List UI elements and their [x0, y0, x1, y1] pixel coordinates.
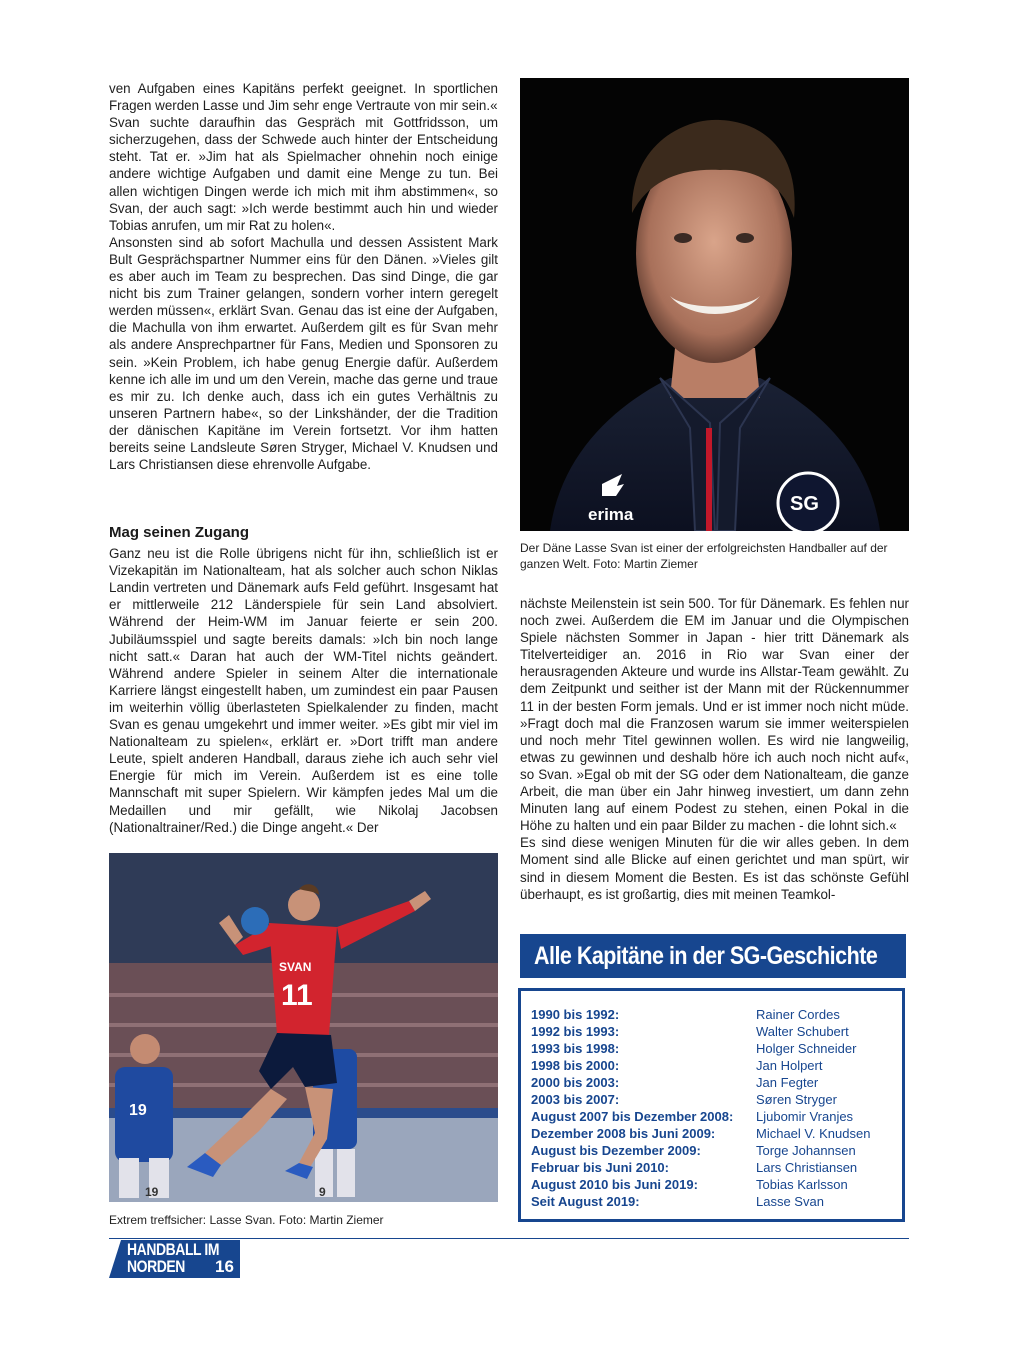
paragraph: Ganz neu ist die Rolle übrigens nicht für ihn, schließlich ist er Vizekapitän im Nationalteam, hat als solcher auch schon Niklas Landin vertreten und Dänemark aufs Feld geführt. Insgesamt hat er mittlerweile 212 Länderspiele für sein Land absolviert. Während der Heim-WM im Januar feierte er sein 200. Jubiläumsspiel und sagte bereits damals: »Ich bin noch lange nicht satt.« Daran hat auch der WM-Titel nichts geändert. Während andere Spieler in seinem Alter die internationale Karriere längst eingestellt haben, um zumindest ein paar Pausen im weiterhin völlig überlasteten Spielkalender zu finden, macht Svan es genau umgekehrt und immer weiter. »Es gibt mir viel im Nationalteam zu spielen«, erklärt er. »Dort trifft man andere Leute, spielt anderen Handball, daraus ziehe ich auch sehr viel Energie für mich im Verein. Außerdem ist es eine tolle Mannschaft mit super Spielern. Wir kämpfen jedes Mal um die Medaillen und mir gefällt, wie Nikolaj Jacobsen (Nationaltrainer/Red.) die Dinge angeht.« Der — [109, 546, 498, 835]
captain-row — [531, 1177, 891, 1194]
captain-period: 1998 bis 2000: — [531, 1058, 620, 1073]
captain-period: 2003 bis 2007: — [531, 1092, 620, 1107]
paragraph: nächste Meilenstein ist sein 500. Tor für Dänemark. Es fehlen nur noch zwei. Außerdem die EM im Januar und die Olympischen Spiele nächsten Sommer in Japan - hier tritt Dänemark als Titelverteidiger an. 2016 in Rio war Svan einer der herausragenden Akteure und wurde ins Allstar-Team gewählt. Zu dem Zeitpunkt und seither ist der Mann mit der Rückennummer 11 in der besten Form jemals. Und er ist immer noch nicht müde. »Fragt doch mal die Franzosen warum sie immer weiterspielen und noch mehr Titel gewinnen wollen. Es wird nie langweilig, etwas zu gewinnen und deshalb höre ich auch noch nicht auf«, so Svan. »Egal ob mit der SG oder dem Nationalteam, die ganze Arbeit, die man über ein Jahr hinweg investiert, um dann zehn Minuten lang auf einem Podest zu stehen, einen Pokal in die Höhe zu halten und ein paar Bilder zu machen - die lohnt sich.« — [520, 596, 909, 834]
portrait-illustration — [520, 78, 909, 531]
captain-row — [531, 1092, 891, 1109]
action-caption: Extrem treffsicher: Lasse Svan. Foto: Martin Ziemer — [109, 1213, 384, 1227]
article-right — [520, 595, 909, 903]
captain-name: Jan Holpert — [756, 1058, 823, 1073]
portrait-photo — [520, 78, 909, 531]
captain-name: Jan Fegter — [756, 1075, 819, 1090]
captain-name: Tobias Karlsson — [756, 1177, 848, 1192]
captains-title-banner — [520, 934, 906, 978]
captain-name: Ljubomir Vranjes — [756, 1109, 854, 1124]
portrait-club-logo: SG — [790, 493, 819, 515]
jersey-number: 11 — [281, 979, 313, 1012]
captain-name: Lars Christiansen — [756, 1160, 858, 1175]
captain-row — [531, 1109, 891, 1126]
captain-row — [531, 1160, 891, 1177]
captain-period: August 2007 bis Dezember 2008: — [531, 1109, 734, 1124]
logo-corner-cut — [109, 1240, 121, 1278]
captain-row — [531, 1041, 891, 1058]
portrait-brand-logo: erima — [588, 505, 634, 524]
article-left-top — [109, 80, 498, 473]
captain-row — [531, 1024, 891, 1041]
jersey-name: SVAN — [279, 960, 312, 974]
captain-period: 2000 bis 2003: — [531, 1075, 620, 1090]
captain-row — [531, 1126, 891, 1143]
opponent-number: 19 — [129, 1102, 147, 1119]
captains-title: Alle Kapitäne in der SG-Geschichte — [534, 942, 878, 970]
article-left-bottom — [109, 524, 498, 836]
opponent-number: 9 — [319, 1185, 326, 1199]
logo-line-1: HANDBALL IM — [127, 1240, 220, 1259]
action-photo — [109, 853, 498, 1202]
page-number: 16 — [215, 1257, 234, 1276]
captain-period: 1990 bis 1992: — [531, 1007, 620, 1022]
captains-list — [518, 988, 905, 1222]
opponent-number: 19 — [145, 1185, 159, 1199]
paragraph: Ansonsten sind ab sofort Machulla und dessen Assistent Mark Bult Gesprächspartner Nummer eins für den Dänen. »Vieles gilt es aber auch im Team zu besprechen. Das sind Dinge, die gar nicht bis zum Trainer gelangen, sondern vorher intern geregelt werden müssen«, erklärt Svan. Genau das ist eine der Aufgaben, die Machulla von ihm erwartet. Außerdem gilt es für Svan mehr als andere Ansprechpartner für Fans, Medien und Sponsoren zu sein. »Kein Problem, ich habe genug Energie dafür. Außerdem kenne ich alle im und um den Verein, mache das gerne und traue es mir zu. Ich denke auch, dass ich ein gutes Verhältnis zu unseren Partnern habe«, so der Linkshänder, der die Tradition der dänischen Kapitäne im Verein fortsetzt. Vor ihm hatten bereits seine Landsleute Søren Stryger, Michael V. Knudsen und Lars Christiansen diese ehrenvolle Aufgabe. — [109, 234, 498, 473]
paragraph: ven Aufgaben eines Kapitäns perfekt geeignet. In sportlichen Fragen werden Lasse und Jim sehr enge Vertraute von mir sein.« — [109, 81, 498, 114]
magazine-logo — [109, 1240, 240, 1278]
paragraph: Svan suchte daraufhin das Gespräch mit Gottfridsson, um sicherzugehen, dass der Schwede auch hinter der Entscheidung steht. Tat er. »Jim hat als Spielmacher ohnehin noch einige andere wichtige Aufgaben und damit eine Menge zu tun. Bei allen wichtigen Dingen werde ich mich mit ihm abstimmen«, so Svan, der auch sagt: »Ich werde bestimmt auch hin und wieder Tobias anrufen, um mir Rat zu holen«. — [109, 115, 498, 233]
portrait-caption: Der Däne Lasse Svan ist einer der erfolgreichsten Handballer auf der ganzen Welt. Foto: Martin Ziemer — [520, 541, 888, 571]
captain-name: Holger Schneider — [756, 1041, 857, 1056]
captain-period: Dezember 2008 bis Juni 2009: — [531, 1126, 716, 1141]
captain-name: Rainer Cordes — [756, 1007, 840, 1022]
captain-name: Torge Johannsen — [756, 1143, 856, 1158]
captain-name: Walter Schubert — [756, 1024, 849, 1039]
captain-period: 1993 bis 1998: — [531, 1041, 620, 1056]
action-illustration — [109, 853, 498, 1202]
captain-row — [531, 1194, 891, 1211]
captain-row — [531, 1075, 891, 1092]
footer-rule — [109, 1238, 909, 1239]
captain-name: Søren Stryger — [756, 1092, 837, 1107]
captain-period: August 2010 bis Juni 2019: — [531, 1177, 698, 1192]
captain-row — [531, 1007, 891, 1024]
captain-row — [531, 1143, 891, 1160]
paragraph: Es sind diese wenigen Minuten für die wir alles geben. In dem Moment sind alle Blicke auf einen gerichtet und man spürt, wir sind in diesem Moment die Besten. Es ist das schönste Gefühl überhaupt, es ist großartig, dies mit meinen Teamkol- — [520, 835, 909, 902]
captain-period: 1992 bis 1993: — [531, 1024, 620, 1039]
captain-row — [531, 1058, 891, 1075]
subheading: Mag seinen Zugang — [109, 524, 250, 541]
logo-line-2: NORDEN — [127, 1257, 185, 1276]
captain-name: Lasse Svan — [756, 1194, 824, 1209]
captain-period: Februar bis Juni 2010: — [531, 1160, 669, 1175]
captain-name: Michael V. Knudsen — [756, 1126, 871, 1141]
captain-period: Seit August 2019: — [531, 1194, 640, 1209]
captain-period: August bis Dezember 2009: — [531, 1143, 701, 1158]
